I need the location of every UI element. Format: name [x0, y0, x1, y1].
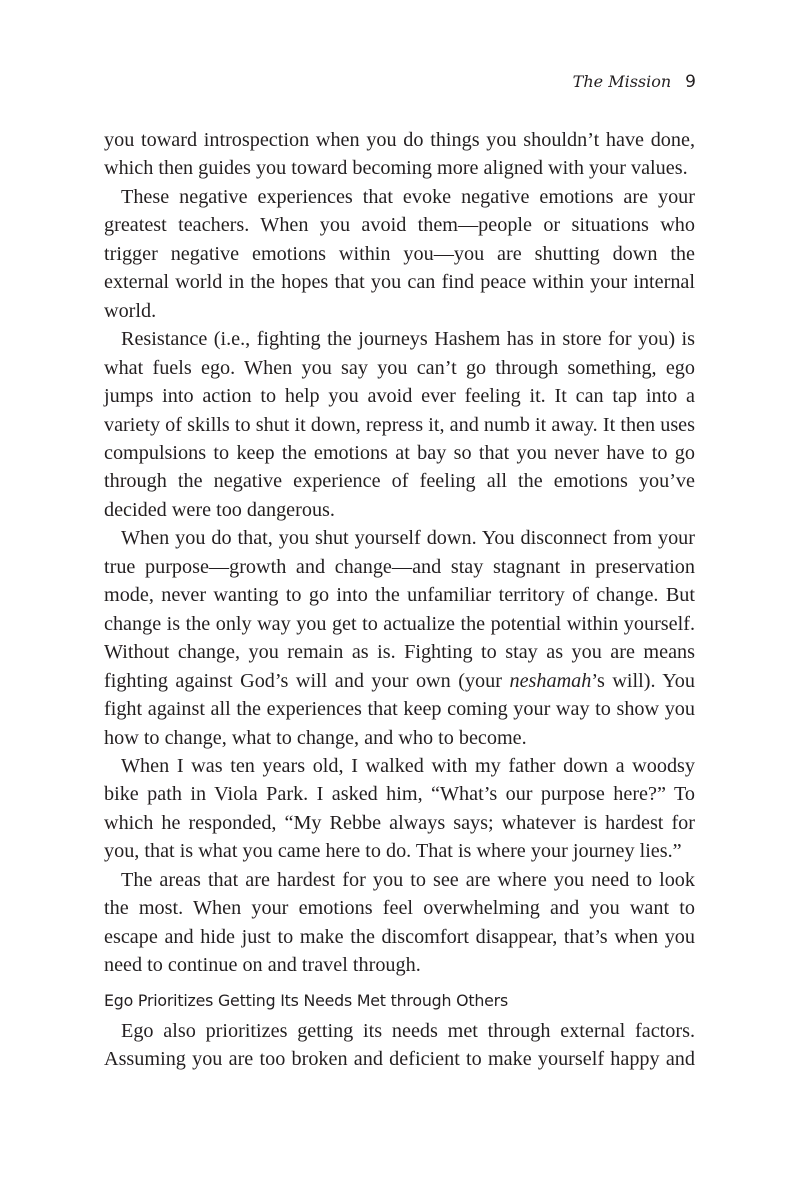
paragraph-text: ’s will). You fight against all the experiences that keep coming your way to show you how to change, what to change, and who to become.	[104, 669, 695, 749]
italic-term: neshamah	[509, 669, 592, 692]
paragraph-continued: you toward introspection when you do things you shouldn’t have done, which then guides you toward becoming more aligned with your values.	[104, 129, 695, 180]
running-head	[573, 72, 696, 92]
paragraph: The areas that are hardest for you to see are where you need to look the most. When your emotions feel overwhelming and you want to escape and hide just to make the discomfort disappear, that’s when you need to continue on and travel through.	[104, 868, 695, 977]
paragraph: When I was ten years old, I walked with my father down a woodsy bike path in Viola Park. I asked him, “What’s our purpose here?” To which he responded, “My Rebbe always says; whatever is hardest for you, that is what you came here to do. That is where your journey lies.”	[104, 754, 695, 863]
section-subheading: Ego Prioritizes Getting Its Needs Met through Others	[104, 990, 508, 1010]
paragraph-text: When you do that, you shut yourself down. You disconnect from your true purpose—growth and change—and stay stagnant in preservation mode, never wanting to go into the unfamiliar territory of change. But change is the only way you get to actualize the potential within yourself. Without change, you remain as is. Fighting to stay as you are means fighting against God’s will and your own (your	[104, 527, 695, 692]
body-text	[104, 126, 695, 1074]
paragraph: Resistance (i.e., fighting the journeys Hashem has in store for you) is what fuels ego. When you say you can’t go through something, ego jumps into action to help you avoid ever feeling it. It can tap into a variety of skills to shut it down, repress it, and numb it away. It then uses compulsions to keep the emotions at bay so that you never have to go through the negative experience of feeling all the emotions you’ve decided were too dangerous.	[104, 328, 695, 521]
paragraph	[104, 524, 695, 752]
paragraph: Ego also prioritizes getting its needs met through external factors. Assuming you are too broken and deficient to make yourself happy and	[104, 1019, 695, 1071]
page-number: 9	[685, 72, 696, 92]
chapter-title: The Mission	[572, 72, 672, 91]
paragraph: These negative experiences that evoke negative emotions are your greatest teachers. When you avoid them—people or situations who trigger negative emotions within you—you are shutting down the external world in the hopes that you can find peace within your internal world.	[104, 185, 695, 322]
